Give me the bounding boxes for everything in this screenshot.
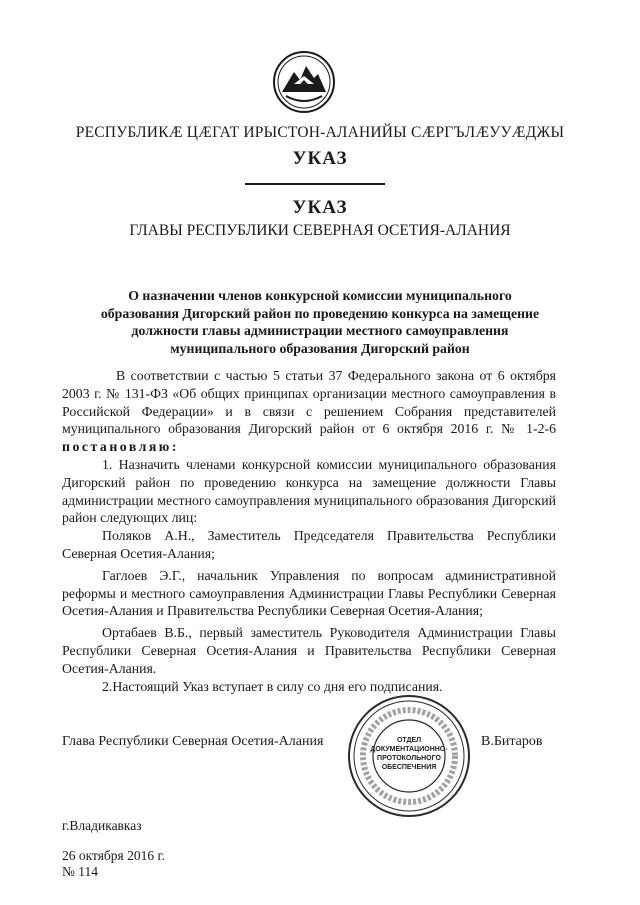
svg-text:ОТДЕЛ: ОТДЕЛ <box>396 737 422 744</box>
decree-title-line: образования Дигорский район по проведению конкурса на замещение <box>100 305 540 321</box>
member-3: Ортабаев В.Б., первый заместитель Руководителя Администрации Главы Республики Северная Осетия-Алания и Правительства Республики Северная Осетия-Алания. <box>62 625 556 676</box>
decree-number: № 114 <box>62 864 99 879</box>
preamble-paragraph <box>62 367 556 456</box>
member-1: Поляков А.Н., Заместитель Председателя Правительства Республики Северная Осетия-Алания; <box>62 528 556 561</box>
official-stamp-icon <box>345 692 473 820</box>
issue-date: 26 октября 2016 г. <box>62 848 165 863</box>
svg-text:ДОКУМЕНТАЦИОННО-: ДОКУМЕНТАЦИОННО- <box>370 746 448 753</box>
decree-title-line: О назначении членов конкурсной комиссии муниципального <box>128 288 512 303</box>
svg-text:ОБЕСПЕЧЕНИЯ: ОБЕСПЕЧЕНИЯ <box>381 764 437 771</box>
item-2: 2.Настоящий Указ вступает в силу со дня его подписания. <box>102 678 443 694</box>
preamble-text: В соответствии с частью 5 статьи 37 Федерального закона от 6 октября 2003 г. № 131-ФЗ «Об общих принципах организации местного самоуправления в Российской Федерации» и в связи с решением Собрания представителей муниципального образования Дигорский район от 6 октября 2016 г. № 1-2-6 <box>62 368 556 437</box>
signatory-name: В.Битаров <box>481 734 543 749</box>
signatory-position: Глава Республики Северная Осетия-Алания <box>62 734 324 749</box>
divider <box>245 183 385 185</box>
place-of-issue: г.Владикавказ <box>62 818 142 833</box>
decree-title-line: должности главы администрации местного самоуправления <box>131 323 509 338</box>
decree-body <box>62 367 556 695</box>
decree-title-line: муниципального образования Дигорский район <box>170 340 470 356</box>
russian-header: ГЛАВЫ РЕСПУБЛИКИ СЕВЕРНАЯ ОСЕТИЯ-АЛАНИЯ <box>129 222 511 239</box>
decree-title <box>80 287 560 357</box>
coat-of-arms-emblem-icon <box>272 50 336 114</box>
item-1: 1. Назначить членами конкурсной комиссии муниципального образования Дигорский район по проведению конкурса на замещение должности Главы администрации местного самоуправления муниципального образования Дигорский район следующих лиц: <box>62 456 556 526</box>
russian-ukaz-title: УКАЗ <box>292 197 348 218</box>
member-2: Гаглоев Э.Г., начальник Управления по вопросам административной реформы и местного самоуправления Администрации Главы Республики Северная Осетия-Алания и Правительства Республики Северная Осетия-Алания; <box>62 567 556 619</box>
ossetian-ukaz-title: УКАЗ <box>292 148 348 169</box>
svg-text:ПРОТОКОЛЬНОГО: ПРОТОКОЛЬНОГО <box>377 755 441 762</box>
decree-word: постановляю: <box>62 439 179 455</box>
ossetian-header: РЕСПУБЛИКӔ ЦӔГАТ ИРЫСТОН-АЛАНИЙЫ СӔРГЪЛӔУУӔДЖЫ <box>75 124 565 141</box>
